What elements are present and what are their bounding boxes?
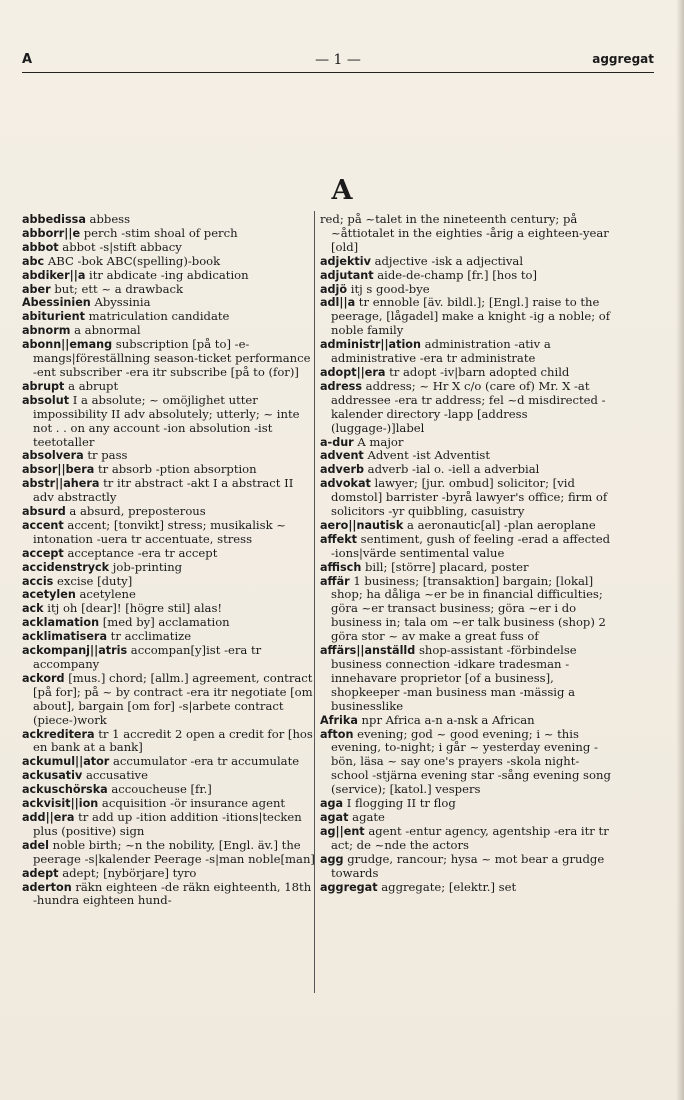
entry-definition: adverb -ial o. -iell a adverbial (363, 462, 540, 477)
dictionary-entry (22, 463, 316, 477)
dictionary-entry (22, 505, 316, 519)
entry-definition: tr adopt -iv|barn adopted child (385, 364, 570, 379)
dictionary-entry (320, 338, 614, 366)
entry-definition: agent -entur agency, agentship -era itr tr act; de ~nde the actors (331, 823, 609, 852)
entry-headword: accis (22, 574, 54, 588)
dictionary-entry (22, 797, 316, 811)
entry-headword: abbot (22, 240, 59, 254)
entry-headword: administr||ation (320, 338, 421, 352)
dictionary-entry (22, 380, 316, 394)
entry-definition: but; ett ~ a drawback (50, 281, 184, 296)
entry-headword: abbedissa (22, 213, 86, 226)
dictionary-entry (22, 241, 316, 255)
entry-headword: affekt (320, 532, 357, 546)
entry-headword: adjö (320, 282, 348, 296)
page-number: — 1 — (315, 52, 361, 68)
dictionary-entry (320, 728, 614, 798)
dictionary-entry (320, 519, 614, 533)
dictionary-entry (22, 783, 316, 797)
entry-headword: acklimatisera (22, 630, 107, 644)
entry-definition: adjective -isk a adjectival (370, 253, 524, 268)
entry-definition: bill; [större] placard, poster (361, 559, 529, 574)
entry-headword: Afrika (320, 713, 358, 727)
entry-headword: ackord (22, 671, 65, 685)
dictionary-entry (22, 269, 316, 283)
entry-headword: ackusativ (22, 769, 83, 783)
dictionary-entry (22, 296, 316, 310)
entry-headword: abborr||e (22, 226, 81, 240)
entry-definition: tr 1 accredit 2 open a credit for [hos en bank at a bank] (33, 726, 313, 755)
entry-headword: adept (22, 866, 59, 880)
dictionary-entry (320, 881, 614, 895)
entry-headword: advokat (320, 477, 371, 491)
entry-definition: Advent -ist Adventist (363, 448, 491, 463)
entry-definition: agate (348, 809, 385, 824)
entry-headword: abnorm (22, 324, 71, 338)
entry-headword: advent (320, 449, 364, 463)
entry-definition: job-printing (109, 559, 183, 574)
dictionary-entry (22, 839, 316, 867)
entry-definition: acceptance -era tr accept (63, 545, 218, 560)
dictionary-entry (320, 436, 614, 450)
entry-headword: Abessinien (22, 296, 91, 310)
entry-definition: a aeronautic[al] -plan aeroplane (403, 517, 596, 532)
dictionary-entry (320, 380, 614, 436)
dictionary-entry (320, 213, 614, 255)
entry-definition: accumulator -era tr accumulate (109, 754, 300, 769)
entry-definition: a abrupt (64, 378, 119, 393)
entry-headword: ackuschörska (22, 783, 108, 797)
dictionary-entry (22, 283, 316, 297)
entry-definition: lawyer; [jur. ombud] solicitor; [vid domstol] barrister -byrå lawyer's office; firm of solicitors -yr quibbling, casuistry (331, 476, 608, 519)
entry-headword: adress (320, 379, 362, 393)
entry-definition: tr pass (83, 448, 128, 463)
dictionary-entry (22, 644, 316, 672)
entry-headword: affärs||anställd (320, 644, 416, 658)
entry-definition: administration -ativ a administrative -era tr administrate (331, 337, 551, 366)
entry-definition: 1 business; [transaktion] bargain; [lokal] shop; ha dåliga ~er be in financial difficulties; göra ~er transact business; göra ~er i do business in; tala om ~er talk business (shop) 2 göra stor ~ av make a great fuss of (331, 573, 606, 644)
entry-definition: ABC -bok ABC(spelling)-book (44, 253, 221, 268)
dictionary-entry (320, 575, 614, 645)
entry-definition: tr ennoble [äv. bildl.]; [Engl.] raise to the peerage, [lågadel] make a knight -ig a noble; of noble family (331, 295, 611, 338)
entry-definition: acquisition -ör insurance agent (98, 796, 286, 811)
entry-headword: abrupt (22, 379, 65, 393)
dictionary-entry (22, 867, 316, 881)
entry-headword: aero||nautisk (320, 518, 404, 532)
entry-definition: accent; [tonvikt] stress; musikalisk ~ intonation -uera tr accentuate, stress (33, 517, 287, 546)
entry-headword: adopt||era (320, 365, 386, 379)
entry-definition: a abnormal (70, 323, 141, 338)
entry-definition: matriculation candidate (84, 309, 230, 324)
entry-definition: Abyssinia (90, 295, 151, 310)
running-header (22, 52, 654, 72)
entry-headword: adjutant (320, 268, 374, 282)
section-letter: A (331, 175, 353, 206)
entry-definition: perch -stim shoal of perch (80, 225, 238, 240)
dictionary-entry (22, 324, 316, 338)
dictionary-entry (22, 588, 316, 602)
dictionary-entry (22, 769, 316, 783)
entry-definition: A major (353, 434, 404, 449)
entry-definition: aide-de-champ [fr.] [hos to] (373, 267, 537, 282)
page-edge-shadow (676, 0, 684, 1100)
entry-headword: absor||bera (22, 463, 95, 477)
dictionary-entry (22, 310, 316, 324)
entry-definition: tr itr abstract -akt I a abstract II adv abstractly (33, 476, 294, 505)
dictionary-entry (22, 728, 316, 756)
dictionary-entry (22, 338, 316, 380)
entry-definition: accompan[y]ist -era tr accompany (33, 643, 262, 671)
dictionary-entry (320, 477, 614, 519)
entry-definition: abbess (85, 212, 131, 226)
entry-definition: itr abdicate -ing abdication (85, 267, 249, 282)
dictionary-entry (320, 255, 614, 269)
dictionary-entry (22, 811, 316, 839)
entry-definition: räkn eighteen -de räkn eighteenth, 18th -hundra eighteen hund- (33, 879, 312, 908)
dictionary-entry (22, 561, 316, 575)
entry-headword: abc (22, 254, 45, 268)
dictionary-entry (320, 644, 614, 714)
dictionary-entry (320, 366, 614, 380)
entry-definition: accusative (82, 768, 148, 783)
entry-headword: absolut (22, 393, 70, 407)
dictionary-entry (320, 825, 614, 853)
dictionary-entry (320, 463, 614, 477)
entry-definition: noble birth; ~n the nobility, [Engl. äv.] the peerage -s|kalender Peerage -s|man noble[man] (33, 837, 315, 866)
entry-definition: tr acclimatize (107, 629, 192, 644)
entry-headword: affär (320, 574, 350, 588)
entry-definition: tr add up -ition addition -itions|tecken plus (positive) sign (33, 809, 302, 838)
entry-headword: ackvisit||ion (22, 797, 99, 811)
entry-headword: accept (22, 546, 64, 560)
entry-definition: grudge, rancour; hysa ~ mot bear a grudge towards (331, 851, 605, 880)
entry-headword: adl||a (320, 296, 356, 310)
header-letter: A (22, 52, 33, 67)
entry-definition: I flogging II tr flog (343, 796, 456, 811)
entry-headword: abonn||emang (22, 338, 113, 352)
entry-headword: affisch (320, 560, 362, 574)
dictionary-entry (320, 296, 614, 338)
entry-headword: ackumul||ator (22, 755, 110, 769)
entry-headword: acetylen (22, 588, 76, 602)
entry-definition: itj s good-bye (347, 281, 430, 296)
entry-headword: afton (320, 727, 354, 741)
entry-headword: aderton (22, 880, 72, 894)
entry-definition: I a absolute; ~ omöjlighet utter impossibility II adv absolutely; utterly; ~ inte not . . on any account -ion absolution -ist teetotaller (33, 392, 300, 449)
dictionary-entry (320, 811, 614, 825)
dictionary-entry (22, 477, 316, 505)
dictionary-entry (320, 283, 614, 297)
entry-headword: absolvera (22, 449, 84, 463)
entry-headword: add||era (22, 810, 75, 824)
entry-definition: tr absorb -ption absorption (94, 462, 257, 477)
dictionary-entry (22, 630, 316, 644)
dictionary-entry (320, 449, 614, 463)
entry-definition: [med by] acclamation (99, 615, 230, 630)
guide-word: aggregat (592, 52, 654, 66)
entry-headword: ag||ent (320, 824, 365, 838)
entry-headword: agat (320, 810, 349, 824)
entry-headword: accent (22, 518, 64, 532)
entry-definition: subscription [på to] -e-mangs|föreställning season-ticket performance -ent subscriber -era itr subscribe [på to (for)] (33, 337, 311, 379)
entry-definition: abbot -s|stift abbacy (58, 239, 182, 254)
dictionary-entry (320, 269, 614, 283)
entry-definition: acetylene (75, 587, 136, 602)
entry-headword: abdiker||a (22, 268, 86, 282)
entry-headword: a-dur (320, 435, 354, 449)
entry-headword: acklamation (22, 616, 100, 630)
entry-headword: adjektiv (320, 254, 371, 268)
dictionary-entry (320, 797, 614, 811)
dictionary-entry (22, 672, 316, 728)
entry-headword: aga (320, 797, 344, 811)
dictionary-entry (22, 602, 316, 616)
dictionary-entry (22, 449, 316, 463)
dictionary-entry (22, 755, 316, 769)
entry-definition: npr Africa a-n a-nsk a African (357, 712, 535, 727)
header-rule (22, 72, 654, 73)
entry-headword: abiturient (22, 310, 85, 324)
entry-headword: agg (320, 852, 344, 866)
entry-definition: itj oh [dear]! [högre stil] alas! (43, 601, 223, 616)
dictionary-entry (320, 714, 614, 728)
entry-headword: ackompanj||atris (22, 644, 128, 658)
dictionary-entry (22, 519, 316, 547)
entry-definition: accoucheuse [fr.] (107, 782, 212, 797)
right-column (320, 213, 614, 894)
entry-definition: shop-assistant -förbindelse business connection -idkare tradesman -innehavare proprietor [of a business], shopkeeper -man business man -mässig a businesslike (331, 643, 577, 713)
entry-headword: adverb (320, 463, 364, 477)
entry-headword: ackreditera (22, 727, 95, 741)
entry-headword: adel (22, 838, 49, 852)
entry-definition: excise [duty] (53, 573, 133, 588)
dictionary-entry (22, 255, 316, 269)
entry-definition: adept; [nybörjare] tyro (58, 865, 197, 880)
entry-definition: aggregate; [elektr.] set (377, 879, 517, 894)
entry-definition: a absurd, preposterous (65, 504, 206, 519)
dictionary-entry (22, 881, 316, 909)
dictionary-entry (320, 533, 614, 561)
entry-headword: absurd (22, 505, 66, 519)
entry-headword: ack (22, 602, 44, 616)
dictionary-entry (320, 561, 614, 575)
dictionary-entry (22, 394, 316, 450)
entry-definition: red; på ~talet in the nineteenth century; på ~åttiotalet in the eighties -årig a eighteen-year [old] (320, 212, 609, 254)
entry-definition: address; ~ Hr X c/o (care of) Mr. X -at addressee -era tr address; fel ~d misdirected -kalender directory -lapp [address (luggage-)]label (331, 378, 606, 435)
entry-definition: evening; god ~ good evening; i ~ this evening, to-night; i går ~ yesterday evening -bön, läsa ~ say one's prayers -skola night-school -stjärna evening star -sång evening song (service); [katol.] vespers (331, 726, 611, 797)
dictionary-entry (22, 575, 316, 589)
entry-headword: abstr||ahera (22, 477, 100, 491)
left-column (22, 213, 316, 908)
entry-headword: aber (22, 282, 51, 296)
entry-definition: sentiment, gush of feeling -erad a affected -ions|värde sentimental value (331, 531, 611, 560)
dictionary-entry (22, 547, 316, 561)
dictionary-entry (22, 213, 316, 227)
dictionary-entry (22, 616, 316, 630)
entry-headword: aggregat (320, 880, 378, 894)
dictionary-entry (22, 227, 316, 241)
entry-headword: accidenstryck (22, 560, 110, 574)
entry-definition: [mus.] chord; [allm.] agreement, contract [på for]; på ~ by contract -era itr negotiate [om about], bargain [om for] -s|arbete contract (piece-)work (33, 670, 313, 727)
dictionary-entry (320, 853, 614, 881)
